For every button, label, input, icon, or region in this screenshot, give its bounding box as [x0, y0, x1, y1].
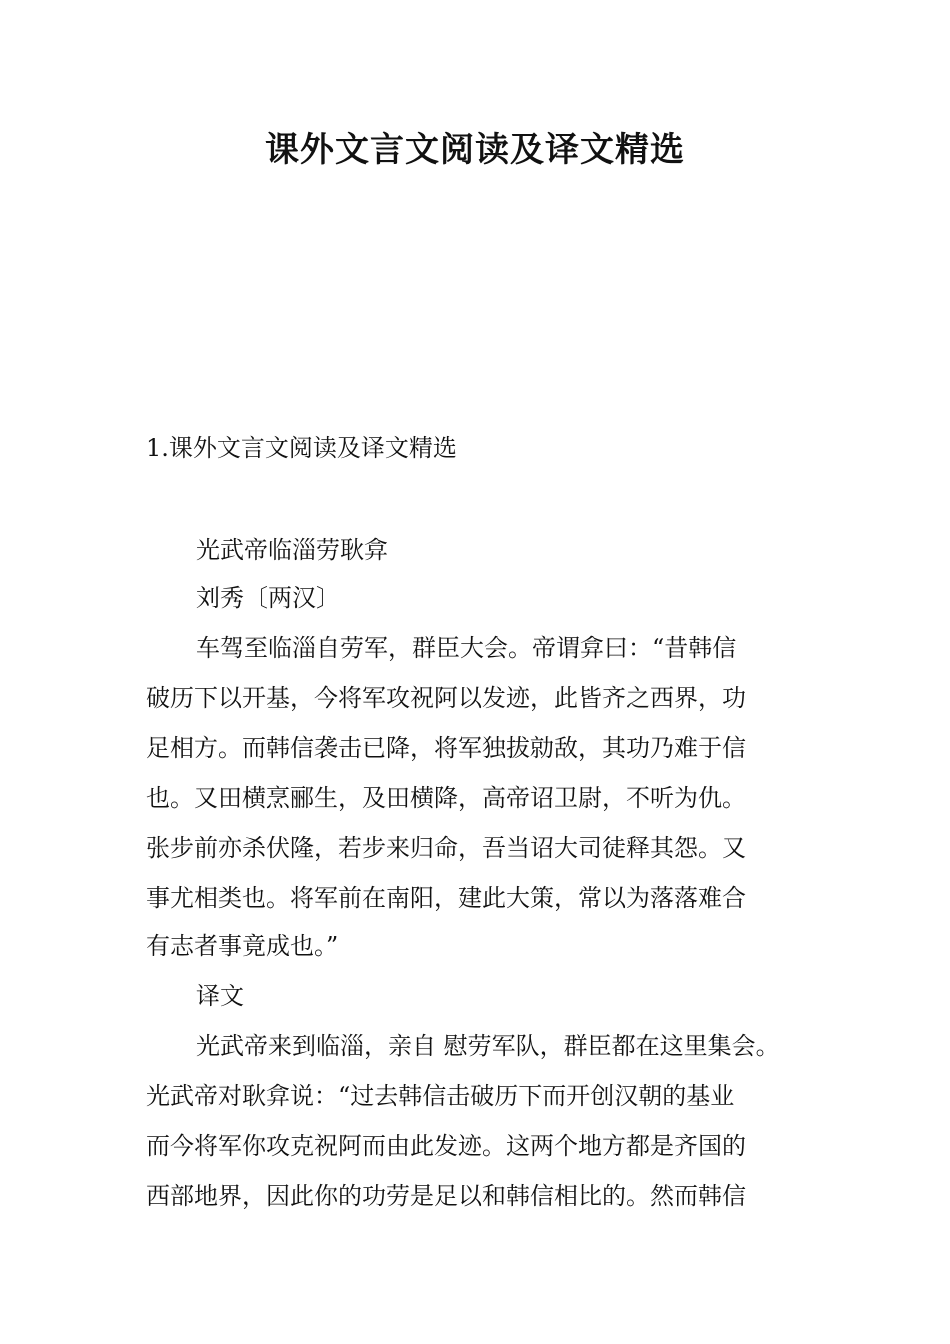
- original-text-line: 也。又田横烹郦生，及田横降，高帝诏卫尉，不听为仇。: [146, 784, 746, 812]
- translation-text-line: 光武帝来到临淄，亲自 慰劳军队，群臣都在这里集会。: [196, 1032, 780, 1060]
- original-text-line: 张步前亦杀伏隆，若步来归命，吾当诏大司徒释其怨。又: [146, 834, 746, 862]
- translation-text-line: 西部地界，因此你的功劳是足以和韩信相比的。然而韩信: [146, 1182, 746, 1210]
- article-title: 光武帝临淄劳耿弇: [196, 536, 388, 564]
- original-text-line: 车驾至临淄自劳军，群臣大会。帝谓弇曰：“昔韩信: [196, 634, 737, 662]
- author-line: 刘秀〔两汉〕: [196, 584, 340, 612]
- original-text-line: 破历下以开基，今将军攻祝阿以发迹，此皆齐之西界，功: [146, 684, 746, 712]
- original-text-line: 事尤相类也。将军前在南阳，建此大策，常以为落落难合: [146, 884, 746, 912]
- translation-text-line: 光武帝对耿弇说：“过去韩信击破历下而开创汉朝的基业: [146, 1082, 735, 1110]
- document-title: 课外文言文阅读及译文精选: [265, 130, 685, 170]
- section-heading: 1.课外文言文阅读及译文精选: [146, 434, 457, 462]
- original-text-line: 有志者事竟成也。”: [146, 932, 339, 960]
- translation-label: 译文: [196, 982, 244, 1010]
- original-text-line: 足相方。而韩信袭击已降，将军独拔勍敌，其功乃难于信: [146, 734, 746, 762]
- translation-text-line: 而今将军你攻克祝阿而由此发迹。这两个地方都是齐国的: [146, 1132, 746, 1160]
